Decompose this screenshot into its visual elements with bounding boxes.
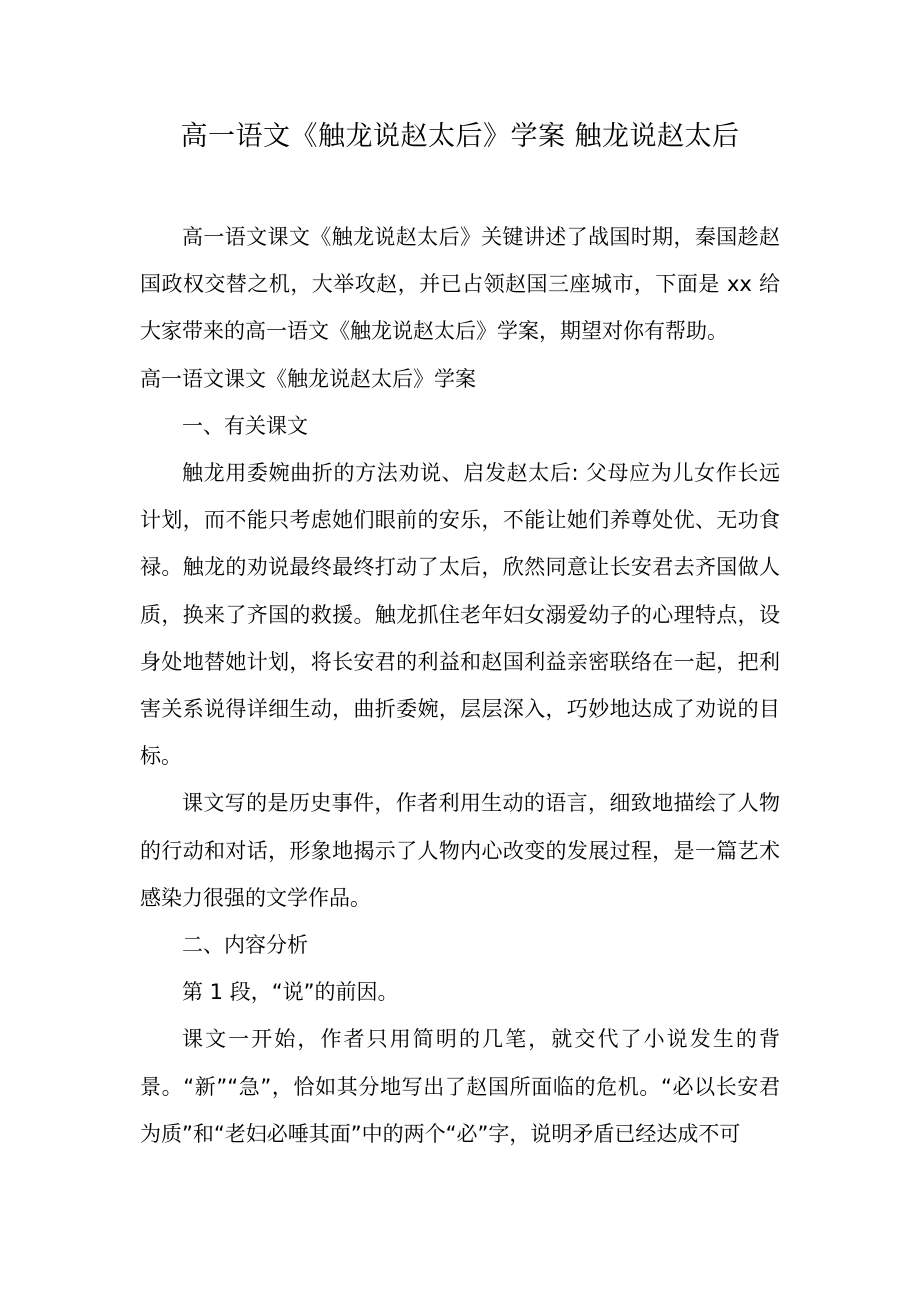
intro-paragraph: 高一语文课文《触龙说赵太后》关键讲述了战国时期，秦国趁赵国政权交替之机，大举攻赵，并已占领赵国三座城市，下面是 xx 给大家带来的高一语文《触龙说赵太后》学案，期望对你有帮助。 [140,225,780,344]
section-1-paragraph-2: 课文写的是历史事件，作者利用生动的语言，细致地描绘了人物的行动和对话，形象地揭示了人物内心改变的发展过程，是一篇艺术感染力很强的文学作品。 [140,791,780,910]
document-title: 高一语文《触龙说赵太后》学案 触龙说赵太后 [180,121,740,152]
subtitle-paragraph: 高一语文课文《触龙说赵太后》学案 [140,366,476,391]
document-body [140,214,780,1158]
section-2-heading: 二、内容分析 [182,933,308,958]
section-2-paragraph-1: 第 1 段，“说”的前因。 [182,980,399,1005]
section-1-paragraph-1: 触龙用委婉曲折的方法劝说、启发赵太后: 父母应为儿女作长远计划，而不能只考虑她们眼前的安乐，不能让她们养尊处优、无功食禄。触龙的劝说最终最终打动了太后，欣然同意让长安君去齐国做人质，换来了齐国的救援。触龙抓住老年妇女溺爱幼子的心理特点，设身处地替她计划，将长安君的利益和赵国利益亲密联络在一起，把利害关系说得详细生动，曲折委婉，层层深入，巧妙地达成了劝说的目标。 [140,461,780,769]
section-2-paragraph-2: 课文一开始，作者只用简明的几笔，就交代了小说发生的背景。“新”“急”，恰如其分地写出了赵国所面临的危机。“必以长安君为质”和“老妇必唾其面”中的两个“必”字，说明矛盾已经达成不可 [140,1027,780,1146]
section-1-heading: 一、有关课文 [182,413,308,438]
